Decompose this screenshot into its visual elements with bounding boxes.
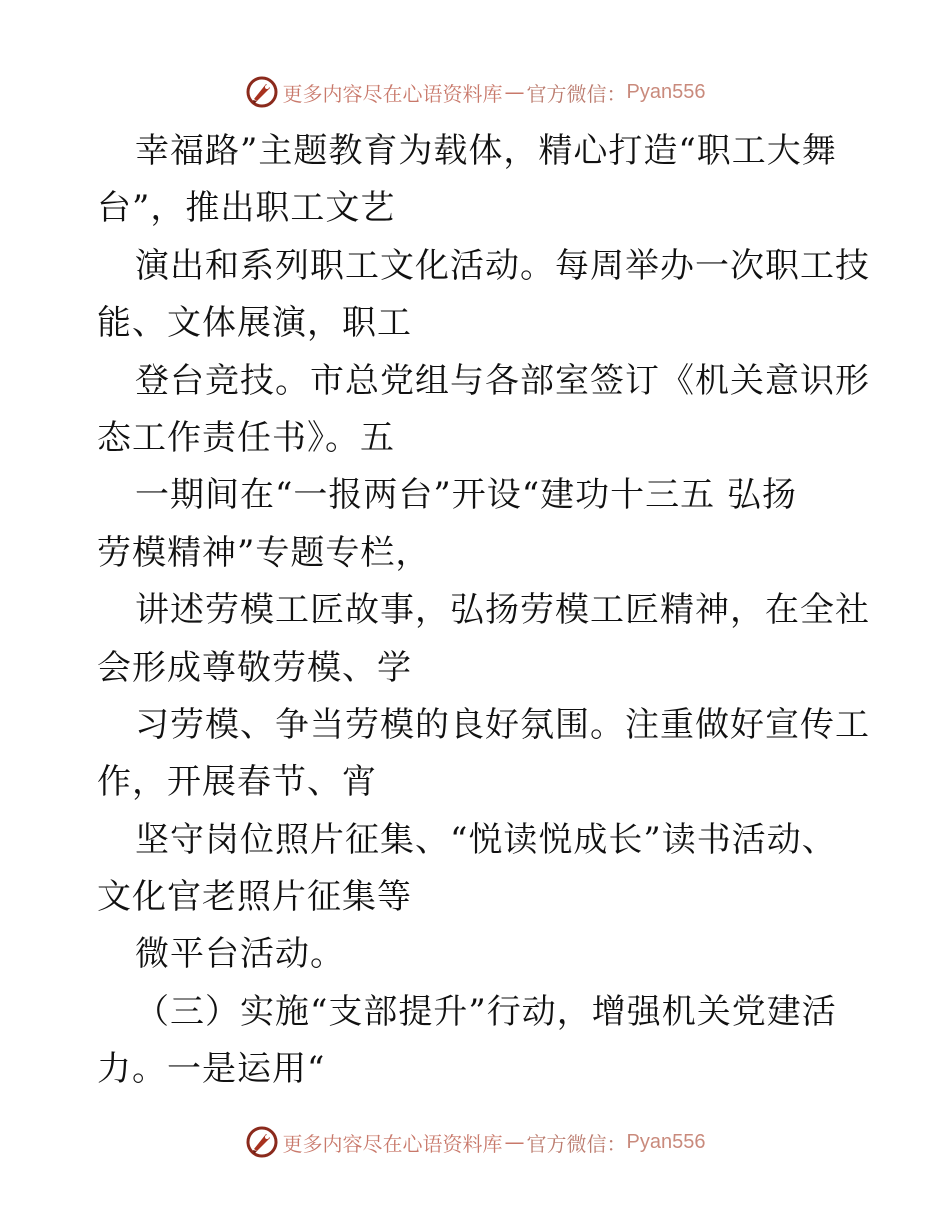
- text-line: 微平台活动。: [135, 934, 345, 975]
- banner-separator: —: [504, 1130, 525, 1154]
- banner-separator: —: [504, 80, 525, 104]
- text-line: 力。一是运用“: [97, 1049, 326, 1090]
- pen-nib-logo-icon: [245, 1125, 279, 1159]
- banner-wechat-id: Pyan556: [626, 1130, 706, 1153]
- text-line: 劳模精神”专题专栏，: [97, 532, 431, 573]
- text-line: 文化官老照片征集等: [97, 877, 412, 918]
- banner-wechat-label: 官方微信：: [526, 81, 627, 106]
- banner-main-text: 更多内容尽在心语资料库: [282, 1131, 503, 1156]
- document-body: [97, 123, 870, 1099]
- text-line: 态工作责任书》。五: [97, 417, 395, 458]
- header-banner: [0, 72, 950, 112]
- banner-wechat-label: 官方微信：: [526, 1131, 627, 1156]
- banner-wechat-id: Pyan556: [626, 80, 706, 103]
- banner-main-text: 更多内容尽在心语资料库: [282, 81, 503, 106]
- text-line: （三）实施“支部提升”行动，增强机关党建活: [135, 991, 837, 1032]
- text-line: 演出和系列职工文化活动。每周举办一次职工技: [135, 245, 870, 286]
- text-line: 登台竞技。市总党组与各部室签订《机关意识形: [135, 360, 870, 401]
- text-line: 能、文体展演，职工: [97, 303, 412, 344]
- text-line: 习劳模、争当劳模的良好氛围。注重做好宣传工: [135, 704, 870, 745]
- footer-banner: [0, 1122, 950, 1162]
- text-line: 会形成尊敬劳模、学: [97, 647, 412, 688]
- text-line: 讲述劳模工匠故事，弘扬劳模工匠精神，在全社: [135, 590, 870, 631]
- text-line: 台”，推出职工文艺: [97, 188, 396, 229]
- text-line: 一期间在“一报两台”开设“建功十三五 弘扬: [135, 475, 797, 516]
- text-line: 幸福路”主题教育为载体，精心打造“职工大舞: [135, 131, 837, 171]
- text-line: 作，开展春节、宵: [97, 762, 377, 803]
- pen-nib-logo-icon: [245, 75, 279, 109]
- text-line: 坚守岗位照片征集、“悦读悦成长”读书活动、: [135, 819, 837, 860]
